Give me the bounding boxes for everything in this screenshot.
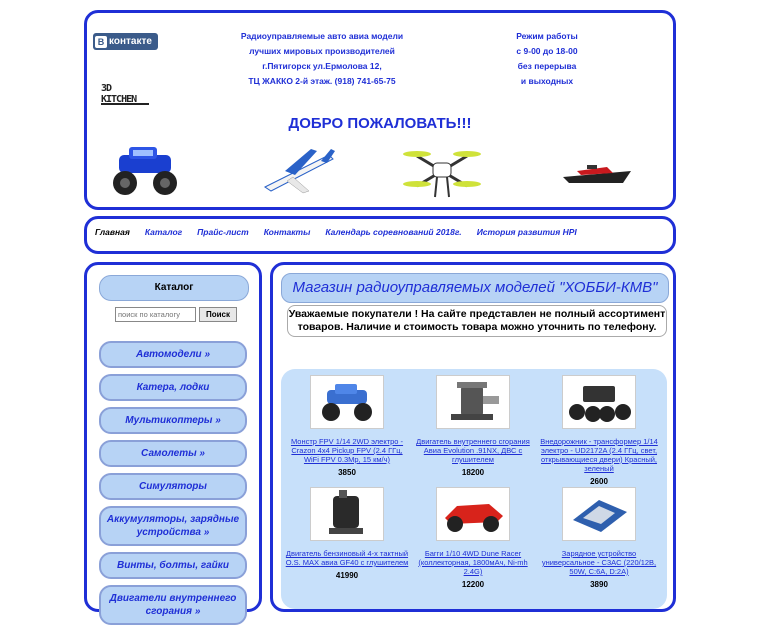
- product-card[interactable]: [285, 487, 409, 580]
- main-panel: [270, 262, 676, 612]
- product-card[interactable]: [285, 375, 409, 477]
- notice-text: Уважаемые покупатели ! На сайте представлен не полный ассортимент товаров. Наличие и стоимость товара можно уточнить по телефону.: [287, 305, 667, 337]
- shop-title: Магазин радиоуправляемых моделей "ХОББИ-КМВ": [281, 273, 669, 303]
- store-info: [237, 29, 407, 89]
- nav-home[interactable]: Главная: [95, 227, 130, 237]
- category-item-planes[interactable]: Самолеты »: [99, 440, 247, 467]
- catalog-search-input[interactable]: [115, 307, 196, 322]
- info-line: ТЦ ЖАККО 2-й этаж. (918) 741-65-75: [248, 76, 396, 86]
- product-image[interactable]: [436, 487, 510, 541]
- category-item-batteries[interactable]: Аккумуляторы, зарядные устройства »: [99, 506, 247, 546]
- product-price: 3850: [338, 468, 356, 477]
- search-button[interactable]: Поиск: [199, 307, 237, 322]
- catalog-search: [115, 307, 237, 322]
- nav-contacts[interactable]: Контакты: [263, 227, 311, 237]
- product-card[interactable]: [537, 375, 661, 486]
- product-name[interactable]: Двигатель внутреннего сгорания Авиа Evolution .91NX, ДВС с глушителем: [416, 437, 530, 464]
- nav-price-list[interactable]: Прайс-лист: [197, 227, 249, 237]
- category-item-cars[interactable]: Автомодели »: [99, 341, 247, 368]
- category-item-screws[interactable]: Винты, болты, гайки: [99, 552, 247, 579]
- monster-truck-image: [105, 141, 185, 201]
- info-line: г.Пятигорск ул.Ермолова 12,: [262, 61, 382, 71]
- product-image[interactable]: [436, 375, 510, 429]
- category-item-simulators[interactable]: Симуляторы: [99, 473, 247, 500]
- main-nav: [95, 227, 577, 237]
- product-price: 41990: [335, 571, 359, 580]
- product-image[interactable]: [310, 487, 384, 541]
- header-panel: [84, 10, 676, 210]
- vk-icon: В: [95, 36, 107, 48]
- category-item-engines[interactable]: Двигатели внутреннего сгорания »: [99, 585, 247, 625]
- product-price: 18200: [461, 468, 485, 477]
- product-price: 3890: [590, 580, 608, 589]
- product-image[interactable]: [310, 375, 384, 429]
- product-name[interactable]: Зарядное устройство универсальное - C3AC (220/12В, 50W, C:6A, D:2A): [541, 549, 657, 576]
- product-price: 2600: [590, 477, 608, 486]
- product-card[interactable]: [537, 487, 661, 589]
- nav-panel: [84, 216, 676, 254]
- product-name[interactable]: Двигатель бензиновый 4-х тактный O.S. MAX авиа GF40 с глушителем: [285, 549, 409, 567]
- hours-line: и выходных: [520, 76, 574, 86]
- category-item-boats[interactable]: Катера, лодки: [99, 374, 247, 401]
- catalog-heading: Каталог: [99, 275, 249, 301]
- product-name[interactable]: Монстр FPV 1/14 2WD электро - Crazon 4x4 Pickup FPV (2.4 ГГц, WiFi FPV 0.3Mp, 15 км/ч): [290, 437, 404, 464]
- vk-label: контакте: [109, 36, 152, 47]
- nav-calendar[interactable]: Календарь соревнований 2018г.: [325, 227, 462, 237]
- product-image[interactable]: [562, 375, 636, 429]
- hours-line: с 9-00 до 18-00: [516, 46, 578, 56]
- product-card[interactable]: [411, 487, 535, 589]
- product-card[interactable]: [411, 375, 535, 477]
- category-menu: [99, 341, 247, 631]
- product-grid: [281, 369, 667, 609]
- info-line: лучших мировых производителей: [249, 46, 395, 56]
- nav-hpi-history[interactable]: История развития HPI: [476, 227, 577, 237]
- product-price: 12200: [461, 580, 485, 589]
- working-hours: [497, 29, 597, 89]
- hours-line: без перерыва: [517, 61, 577, 71]
- quadcopter-image: [397, 141, 487, 201]
- nav-catalog[interactable]: Каталог: [144, 227, 183, 237]
- vk-link-button[interactable]: [93, 33, 158, 50]
- hours-line: Режим работы: [516, 31, 578, 41]
- product-name[interactable]: Багги 1/10 4WD Dune Racer (коллекторная, 1800мАч, Ni-mh 2.4G): [418, 549, 528, 576]
- kitchen-logo[interactable]: 3D KITCHEN: [101, 83, 149, 105]
- sidebar-panel: [84, 262, 262, 617]
- boat-image: [557, 141, 637, 201]
- product-name[interactable]: Внедорожник - трансформер 1/14 электро - UD2172A (2.4 ГГц, свет, открывающиеся двери) Красный, зеленый: [540, 437, 658, 473]
- welcome-heading: ДОБРО ПОЖАЛОВАТЬ!!!: [288, 115, 472, 132]
- category-item-multicopters[interactable]: Мультикоптеры »: [99, 407, 247, 434]
- airplane-image: [259, 141, 339, 201]
- product-image[interactable]: [562, 487, 636, 541]
- info-line: Радиоуправляемые авто авиа модели: [240, 31, 404, 41]
